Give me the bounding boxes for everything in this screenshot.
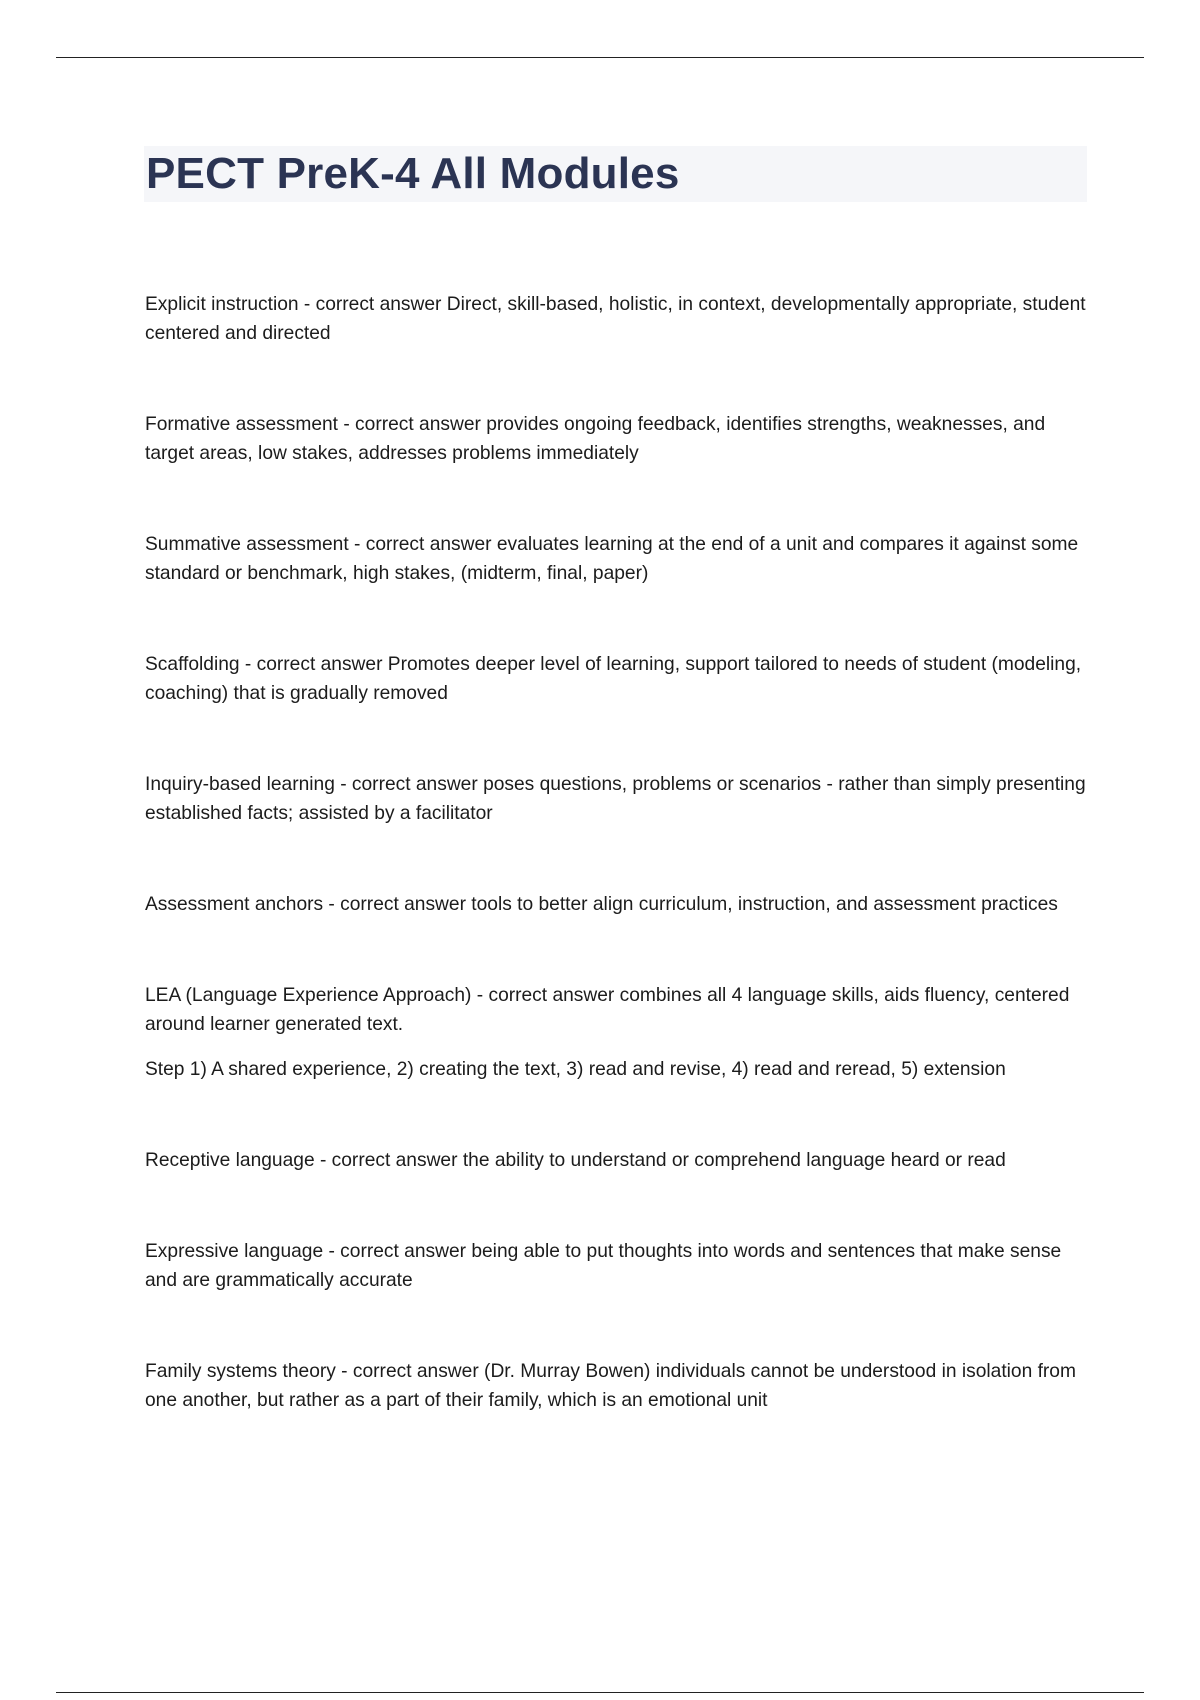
document-title: PECT PreK-4 All Modules: [146, 149, 680, 198]
entry-text: Expressive language - correct answer being able to put thoughts into words and sentences that make sense and are grammatically accurate: [145, 1241, 1062, 1291]
entry-family-systems-theory: [145, 1357, 1095, 1415]
entry-assessment-anchors: [145, 890, 1095, 919]
entry-lea: [145, 981, 1095, 1084]
entry-text: Formative assessment - correct answer provides ongoing feedback, identifies strengths, weaknesses, and target areas, low stakes, addresses problems immediately: [145, 414, 1046, 464]
entry-text: Assessment anchors - correct answer tools to better align curriculum, instruction, and assessment practices: [145, 894, 1058, 915]
entry-formative-assessment: [145, 410, 1095, 468]
entry-extra-text: Step 1) A shared experience, 2) creating the text, 3) read and revise, 4) read and reread, 5) extension: [145, 1059, 1006, 1080]
entry-scaffolding: [145, 650, 1095, 708]
entry-inquiry-based-learning: [145, 770, 1095, 828]
entry-expressive-language: [145, 1237, 1095, 1295]
bottom-rule: [56, 1692, 1144, 1693]
top-rule: [56, 57, 1144, 58]
entry-text: Family systems theory - correct answer (Dr. Murray Bowen) individuals cannot be understood in isolation from one another, but rather as a part of their family, which is an emotional unit: [145, 1361, 1076, 1411]
entry-text: LEA (Language Experience Approach) - correct answer combines all 4 language skills, aids fluency, centered around learner generated text.: [145, 985, 1070, 1035]
entry-text: Explicit instruction - correct answer Direct, skill-based, holistic, in context, developmentally appropriate, student centered and directed: [145, 294, 1086, 344]
entry-text: Summative assessment - correct answer evaluates learning at the end of a unit and compares it against some standard or benchmark, high stakes, (midterm, final, paper): [145, 534, 1079, 584]
entry-receptive-language: [145, 1146, 1095, 1175]
entry-text: Receptive language - correct answer the ability to understand or comprehend language heard or read: [145, 1150, 1006, 1171]
entry-summative-assessment: [145, 530, 1095, 588]
entry-text: Inquiry-based learning - correct answer poses questions, problems or scenarios - rather than simply presenting established facts; assisted by a facilitator: [145, 774, 1086, 824]
entry-explicit-instruction: [145, 290, 1095, 348]
entry-text: Scaffolding - correct answer Promotes deeper level of learning, support tailored to needs of student (modeling, coaching) that is gradually removed: [145, 654, 1082, 704]
entries-list: [145, 290, 1095, 1477]
